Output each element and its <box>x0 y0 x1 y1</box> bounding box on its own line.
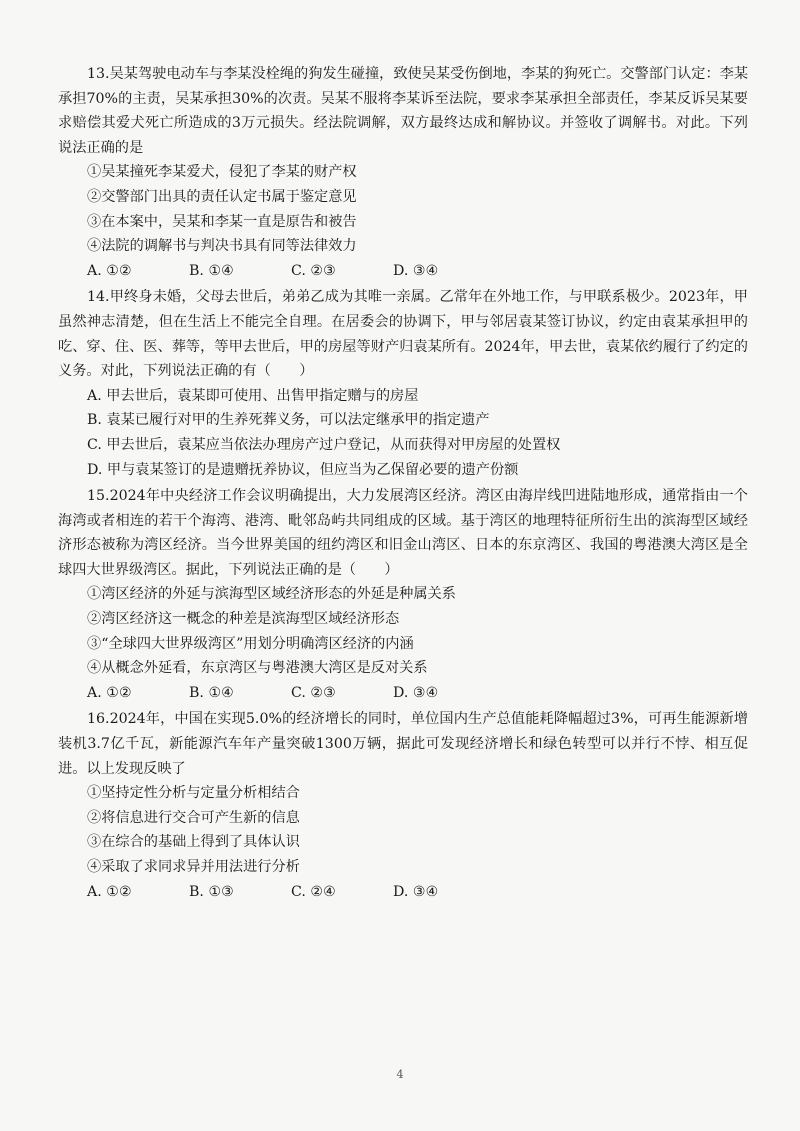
choice-d: D. ③④ <box>393 684 439 701</box>
choice-b: B. ①④ <box>189 684 234 701</box>
question-13 <box>58 62 748 283</box>
answer-choices <box>58 259 748 284</box>
question-stem: 16.2024年，中国在实现5.0%的经济增长的同时，单位国内生产总值能耗降幅超过3%，可再生能源新增装机3.7亿千瓦，新能源汽车年产量突破1300万辆，据此可发现经济增长和绿色转型可以并行不悖、相互促进。以上发现反映了 <box>58 711 748 777</box>
question-15 <box>58 484 748 705</box>
choice-b: B. ①③ <box>189 883 234 900</box>
question-16 <box>58 707 748 904</box>
statement-item: ④采取了求同求异并用法进行分析 <box>87 859 300 875</box>
statement-item: ④法院的调解书与判决书具有同等法律效力 <box>87 238 357 255</box>
option-d: D. 甲与袁某签订的是遗赠抚养协议，但应当为乙保留必要的遗产份额 <box>87 461 519 478</box>
question-stem: 13.吴某驾驶电动车与李某没栓绳的狗发生碰撞，致使吴某受伤倒地，李某的狗死亡。交警部门认定：李某承担70%的主责，吴某承担30%的次责。吴某不服将李某诉至法院，要求李某承担全部责任，李某反诉吴某要求赔偿其爱犬死亡所造成的3万元损失。经法院调解，双方最终达成和解协议。并签收了调解书。对此。下列说法正确的是 <box>58 66 749 156</box>
choice-c: C. ②③ <box>291 684 336 701</box>
statement-item: ②交警部门出具的责任认定书属于鉴定意见 <box>87 188 357 205</box>
question-list <box>58 62 748 906</box>
statement-item: ②将信息进行交合可产生新的信息 <box>87 809 300 826</box>
option-a: A. 甲去世后，袁某即可使用、出售甲指定赠与的房屋 <box>87 387 419 404</box>
choice-c: C. ②④ <box>291 883 336 900</box>
statement-item: ②湾区经济这一概念的种差是滨海型区域经济形态 <box>87 611 400 628</box>
question-stem: 14.甲终身未婚，父母去世后，弟弟乙成为其唯一亲属。乙常年在外地工作，与甲联系极少。2023年，甲虽然神志清楚，但在生活上不能完全自理。在居委会的协调下，甲与邻居袁某签订协议，约定由袁某承担甲的吃、穿、住、医、葬等，等甲去世后，甲的房屋等财产归袁某所有。2024年，甲去世，袁某依约履行了约定的义务。对此，下列说法正确的有（ ） <box>58 289 748 380</box>
statement-item: ①吴某撞死李某爱犬，侵犯了李某的财产权 <box>87 164 357 181</box>
statement-item: ①坚持定性分析与定量分析相结合 <box>87 785 300 802</box>
choice-d: D. ③④ <box>393 262 439 279</box>
statement-item: ④从概念外延看，东京湾区与粤港澳大湾区是反对关系 <box>87 660 428 677</box>
answer-choices <box>58 880 748 905</box>
choice-b: B. ①④ <box>189 262 234 279</box>
page-number: 4 <box>396 1068 404 1081</box>
option-b: B. 袁某已履行对甲的生养死葬义务，可以法定继承甲的指定遗产 <box>87 412 490 429</box>
option-c: C. 甲去世后，袁某应当依法办理房产过户登记，从而获得对甲房屋的处置权 <box>87 436 561 453</box>
question-stem: 15.2024年中央经济工作会议明确提出，大力发展湾区经济。湾区由海岸线凹进陆地形成，通常指由一个海湾或者相连的若干个海湾、港湾、毗邻岛屿共同组成的区域。基于湾区的地理特征所衍生出的滨海型区域经济形态被称为湾区经济。当今世界美国的纽约湾区和旧金山湾区、日本的东京湾区、我国的粤港澳大湾区是全球四大世界级湾区。据此，下列说法正确的是（ ） <box>58 488 748 578</box>
choice-a: A. ①② <box>87 883 132 900</box>
statement-item: ③“全球四大世界级湾区”用划分明确湾区经济的内涵 <box>87 635 414 652</box>
choice-c: C. ②③ <box>291 262 336 279</box>
choice-d: D. ③④ <box>393 883 439 900</box>
answer-choices <box>58 681 748 706</box>
statement-item: ③在本案中，吴某和李某一直是原告和被告 <box>87 213 357 230</box>
choice-a: A. ①② <box>87 684 132 701</box>
statement-item: ③在综合的基础上得到了具体认识 <box>87 834 300 851</box>
choice-a: A. ①② <box>87 262 132 279</box>
statement-item: ①湾区经济的外延与滨海型区域经济形态的外延是种属关系 <box>87 586 456 603</box>
question-14 <box>58 285 748 482</box>
